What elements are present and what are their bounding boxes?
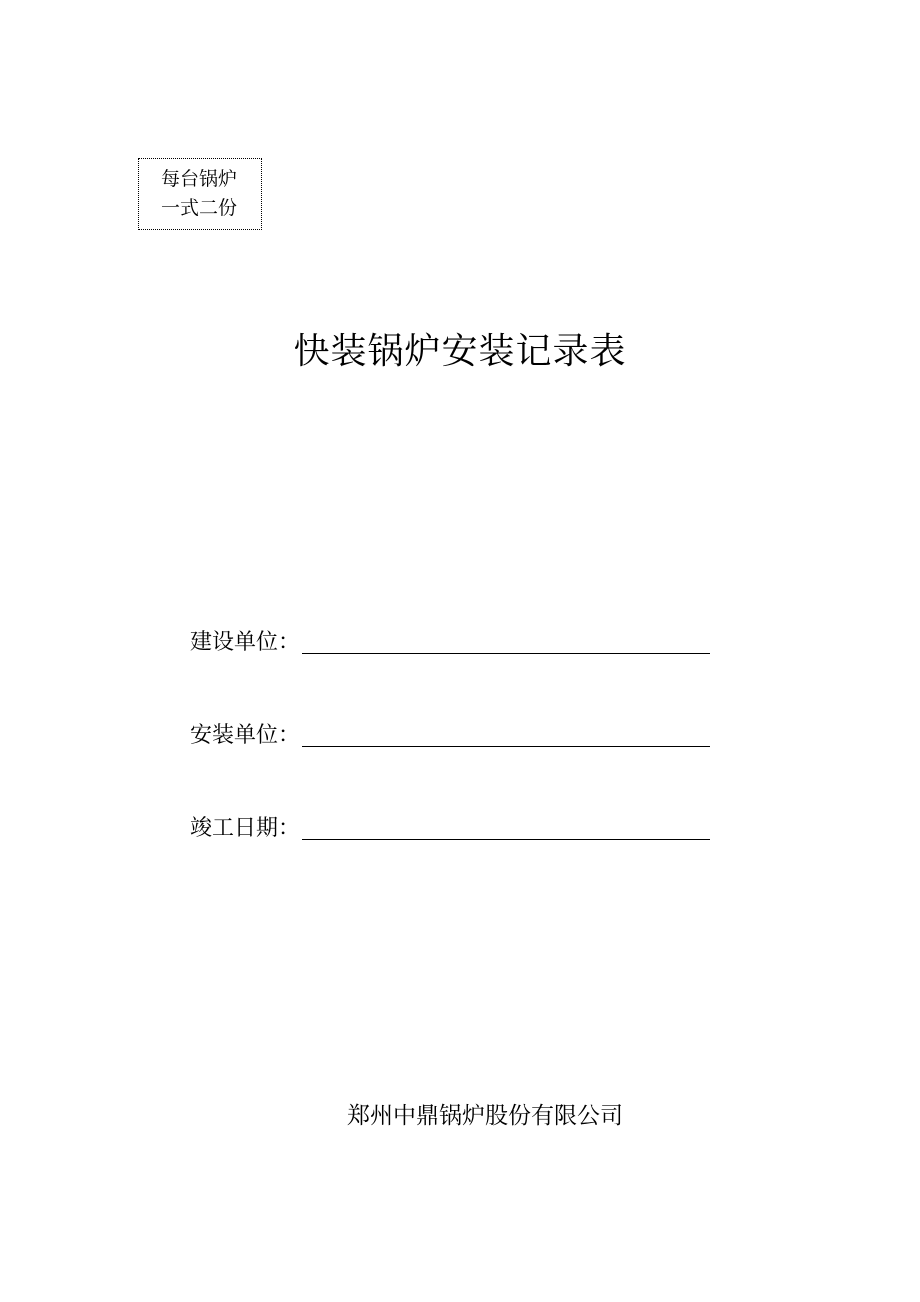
construction-unit-label: 建设单位： xyxy=(190,630,301,655)
copies-note-line-2: 一式二份 xyxy=(161,197,238,219)
completion-date-label: 竣工日期： xyxy=(190,816,301,841)
construction-unit-blank[interactable] xyxy=(302,625,710,654)
construction-unit-field xyxy=(190,618,710,658)
installation-unit-blank[interactable] xyxy=(302,718,710,747)
document-title: 快装锅炉安装记录表 xyxy=(293,331,627,372)
copies-note-line-1: 每台锅炉 xyxy=(161,168,238,190)
company-name: 郑州中鼎锅炉股份有限公司 xyxy=(347,1103,623,1129)
installation-unit-label: 安装单位： xyxy=(190,723,301,748)
completion-date-blank[interactable] xyxy=(302,811,710,840)
completion-date-field xyxy=(190,804,710,844)
copies-note-box xyxy=(138,158,262,230)
installation-unit-field xyxy=(190,711,710,751)
